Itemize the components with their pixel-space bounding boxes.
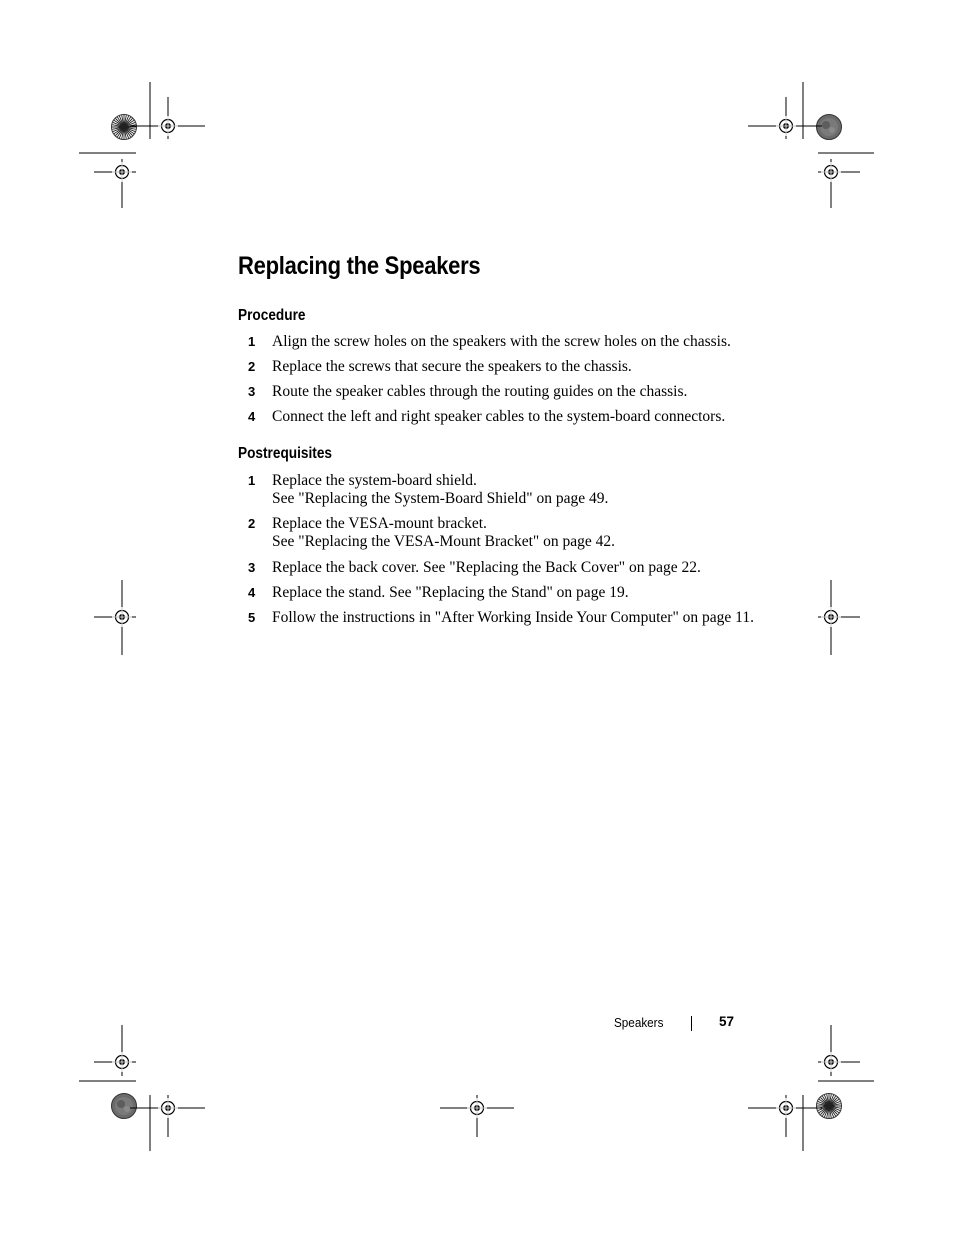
step-text: Align the screw holes on the speakers with the screw holes on the chassis. xyxy=(272,333,731,350)
step-number: 4 xyxy=(248,585,256,600)
footer-section-name: Speakers xyxy=(614,1015,664,1030)
step-number: 1 xyxy=(248,334,256,349)
step-text: Replace the screws that secure the speakers to the chassis. xyxy=(272,358,632,375)
step-number: 3 xyxy=(248,560,256,575)
page-title: Replacing the Speakers xyxy=(238,252,481,280)
step-text: Replace the system-board shield. xyxy=(272,472,477,489)
step-number: 4 xyxy=(248,409,256,424)
step-text: Replace the back cover. See "Replacing the Back Cover" on page 22. xyxy=(272,559,701,576)
step-text: Replace the VESA-mount bracket. xyxy=(272,515,487,532)
procedure-heading: Procedure xyxy=(238,307,306,324)
step-text: Connect the left and right speaker cables to the system-board connectors. xyxy=(272,408,726,425)
step-text: Route the speaker cables through the routing guides on the chassis. xyxy=(272,383,688,400)
step-number: 3 xyxy=(248,384,256,399)
step-number: 5 xyxy=(248,610,256,625)
step-text: Follow the instructions in "After Working Inside Your Computer" on page 11. xyxy=(272,609,754,626)
step-text: Replace the stand. See "Replacing the Stand" on page 19. xyxy=(272,584,629,601)
step-number: 2 xyxy=(248,359,256,374)
footer-divider xyxy=(691,1016,692,1031)
postrequisites-heading: Postrequisites xyxy=(238,445,332,462)
footer-page-number: 57 xyxy=(719,1014,735,1029)
step-reference: See "Replacing the VESA-Mount Bracket" on page 42. xyxy=(272,533,615,550)
step-reference: See "Replacing the System-Board Shield" on page 49. xyxy=(272,490,609,507)
step-number: 2 xyxy=(248,516,256,531)
step-number: 1 xyxy=(248,473,256,488)
